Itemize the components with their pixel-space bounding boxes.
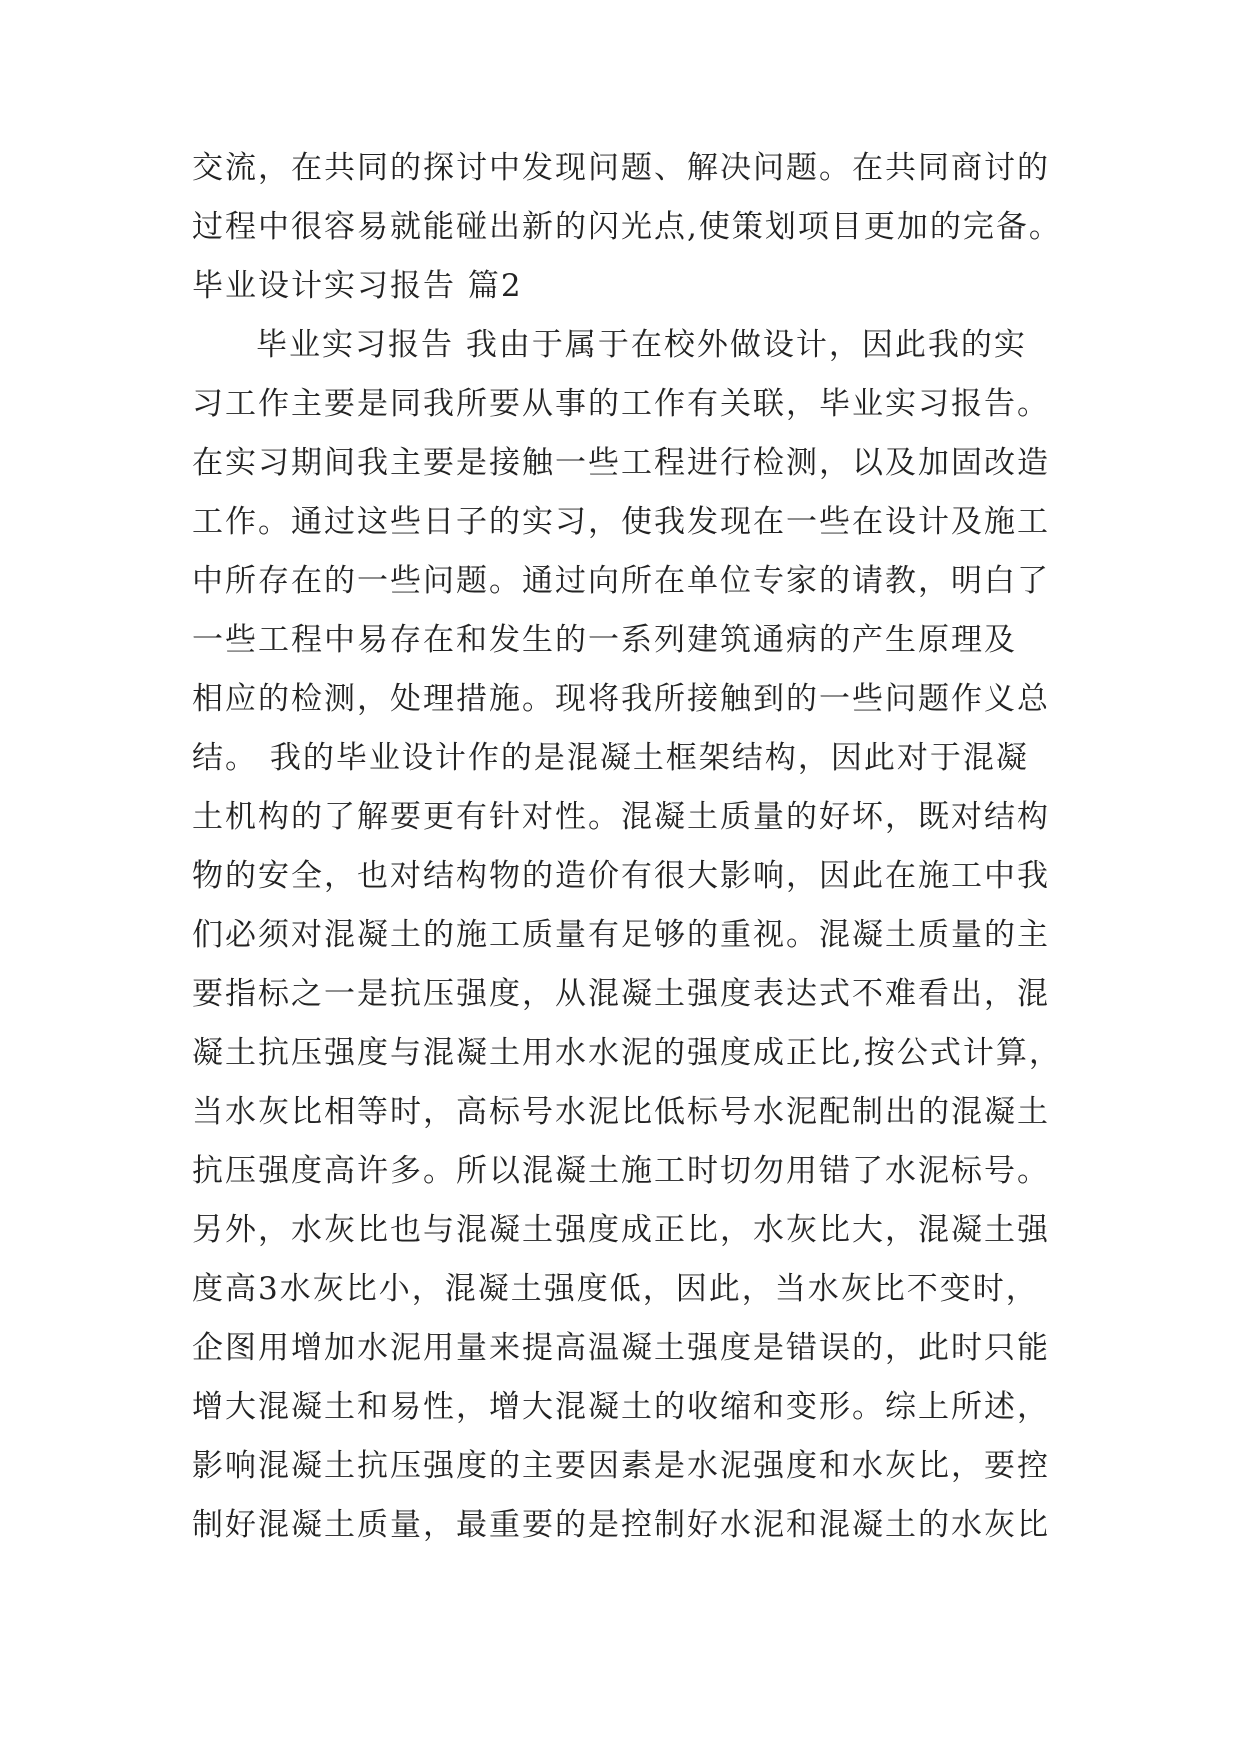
text-line: 毕业实习报告 我由于属于在校外做设计，因此我的实: [256, 327, 1027, 363]
text-line: 交流，在共同的探讨中发现问题、解决问题。在共同商讨的: [192, 150, 1050, 186]
text-line: 度高3水灰比小，混凝土强度低，因此，当水灰比不变时，: [192, 1271, 1039, 1307]
text-line: 相应的检测，处理措施。现将我所接触到的一些问题作义总: [192, 681, 1050, 717]
text-line: 土机构的了解要更有针对性。混凝土质量的好坏，既对结构: [192, 799, 1050, 835]
text-line: 习工作主要是同我所要从事的工作有关联，毕业实习报告。: [192, 386, 1050, 422]
text-line: 结。 我的毕业设计作的是混凝土框架结构，因此对于混凝: [192, 740, 1029, 776]
text-line: 要指标之一是抗压强度，从混凝土强度表达式不难看出，混: [192, 976, 1050, 1012]
text-line: 影响混凝土抗压强度的主要因素是水泥强度和水灰比，要控: [192, 1448, 1050, 1484]
text-line: 物的安全，也对结构物的造价有很大影响，因此在施工中我: [192, 858, 1050, 894]
text-line: 当水灰比相等时，高标号水泥比低标号水泥配制出的混凝土: [192, 1094, 1050, 1130]
text-line: 抗压强度高许多。所以混凝土施工时切勿用错了水泥标号。: [192, 1153, 1050, 1189]
text-line: 另外，水灰比也与混凝土强度成正比，水灰比大，混凝土强: [192, 1212, 1050, 1248]
text-line: 制好混凝土质量，最重要的是控制好水泥和混凝土的水灰比: [192, 1507, 1050, 1543]
text-line: 一些工程中易存在和发生的一系列建筑通病的产生原理及: [192, 622, 1017, 658]
text-line: 中所存在的一些问题。通过向所在单位专家的请教，明白了: [192, 563, 1050, 599]
text-line: 增大混凝土和易性，增大混凝土的收缩和变形。综上所述，: [192, 1389, 1050, 1425]
text-line: 工作。通过这些日子的实习，使我发现在一些在设计及施工: [192, 504, 1050, 540]
text-line: 凝土抗压强度与混凝土用水水泥的强度成正比,按公式计算，: [192, 1035, 1062, 1071]
text-line: 在实习期间我主要是接触一些工程进行检测，以及加固改造: [192, 445, 1050, 481]
text-line: 们必须对混凝土的施工质量有足够的重视。混凝土质量的主: [192, 917, 1050, 953]
section-heading: 毕业设计实习报告 篇2: [192, 268, 523, 304]
text-line: 过程中很容易就能碰出新的闪光点,使策划项目更加的完备。: [192, 209, 1062, 245]
text-line: 企图用增加水泥用量来提高温凝土强度是错误的，此时只能: [192, 1330, 1050, 1366]
